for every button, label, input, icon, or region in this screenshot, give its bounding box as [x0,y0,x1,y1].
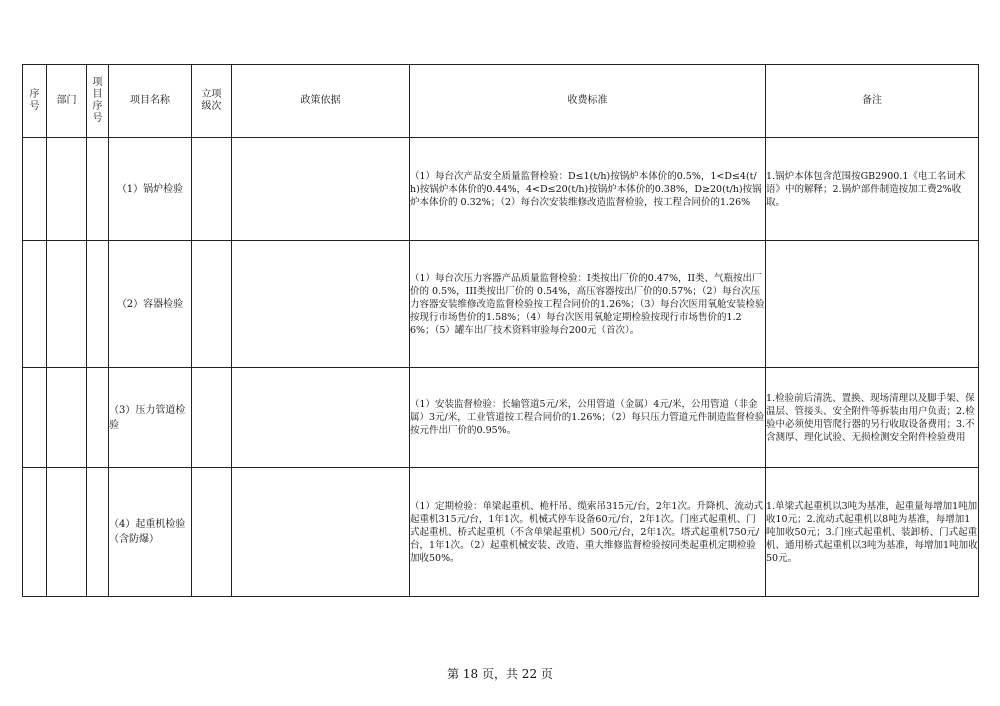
level-cell [192,138,232,241]
table-row [23,368,979,468]
dept-cell [47,368,87,468]
header-dept: 部门 [47,65,87,138]
seq-cell [23,468,47,597]
project-name-cell: （4）起重机检验（含防爆） [109,468,192,597]
item-seq-cell [87,241,109,368]
header-seq: 序号 [23,65,47,138]
dept-cell [47,138,87,241]
seq-cell [23,241,47,368]
policy-cell [232,468,410,597]
standard-cell: （1）安装监督检验：长输管道5元/米，公用管道（金属）4元/米，公用管道（非金属）3元/米，工业管道按工程合同价的1.26%；（2）每只压力管道元件制造监督检验按元件出厂价的0.95%。 [410,368,766,468]
header-project-name: 项目名称 [109,65,192,138]
item-seq-cell [87,138,109,241]
seq-cell [23,368,47,468]
project-name-cell: （3）压力管道检验 [109,368,192,468]
item-seq-cell [87,468,109,597]
project-name-cell: （1）锅炉检验 [109,138,192,241]
remark-cell: 1.单梁式起重机以3吨为基准，起重量每增加1吨加收10元；2.流动式起重机以8吨为基准，每增加1吨加收50元；3.门座式起重机、装卸桥、门式起重机、通用桥式起重机以3吨为基准，每增加1吨加收50元。 [766,468,979,597]
dept-cell [47,468,87,597]
level-cell [192,468,232,597]
header-level: 立项级次 [192,65,232,138]
seq-cell [23,138,47,241]
table-row [23,468,979,597]
header-remark: 备注 [766,65,979,138]
table-row [23,138,979,241]
remark-cell [766,241,979,368]
item-seq-cell [87,368,109,468]
table-row [23,241,979,368]
level-cell [192,368,232,468]
fee-standard-table [22,64,979,597]
header-policy: 政策依据 [232,65,410,138]
standard-cell: （1）每台次产品安全质量监督检验：D≤1(t/h)按锅炉本体价的0.5%，1<D≤4(t/h)按锅炉本体价的0.44%，4<D≤20(t/h)按锅炉本体价的0.38%，D≥20(t/h)按锅炉本体价的 0.32%；（2）每台次安装维修改造监督检验，按工程合同价的1.26% [410,138,766,241]
page-footer: 第 18 页，共 22 页 [447,667,553,681]
header-standard: 收费标准 [410,65,766,138]
level-cell [192,241,232,368]
remark-cell: 1.锅炉本体包含范围按GB2900.1《电工名词术语》中的解释；2.锅炉部件制造按加工费2%收取。 [766,138,979,241]
dept-cell [47,241,87,368]
policy-cell [232,241,410,368]
table-header-row [23,65,979,138]
header-item-seq: 项目序号 [87,65,109,138]
remark-cell: 1.检验前后清洗、置换、现场清理以及脚手架、保温层、管接头、安全附件等拆装由用户负责；2.检验中必须使用管爬行器的另行收取设备费用；3.不含测厚、理化试验、无损检测安全附件检验费用 [766,368,979,468]
standard-cell: （1）定期检验：单梁起重机、桅杆吊、缆索吊315元/台，2年1次。升降机、流动式起重机315元/台，1年1次。机械式停车设备60元/台，2年1次。门座式起重机、门式起重机、桥式起重机（不含单梁起重机）500元/台，2年1次。塔式起重机750元/台，1年1次。（2）起重机械安装、改造、重大维修监督检验按同类起重机定期检验加收50%。 [410,468,766,597]
project-name-cell: （2）容器检验 [109,241,192,368]
standard-cell: （1）每台次压力容器产品质量监督检验：I类按出厂价的0.47%，II类、气瓶按出厂价的 0.5%，III类按出厂价的 0.54%，高压容器按出厂价的0.57%；（2）每台次压力容器安装维修改造监督检验按工程合同价的1.26%；（3）每台次医用氧舱安装检验按现行市场售价的1.58%；（4）每台次医用氧舱定期检验按现行市场售价的1.26%；（5）罐车出厂技术资料审验每台200元（首次）。 [410,241,766,368]
policy-cell [232,138,410,241]
policy-cell [232,368,410,468]
